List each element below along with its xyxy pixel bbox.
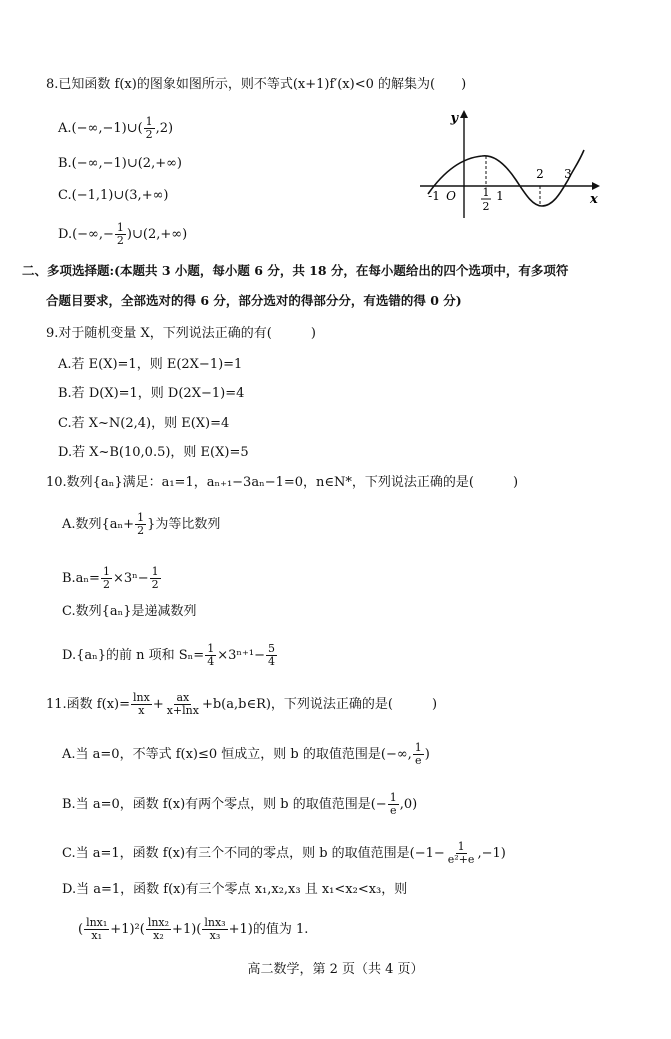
- q10-option-d: D.{aₙ}的前 n 项和 Sₙ= $\frac{1}{4}$ ×3ⁿ⁺¹− $\frac{5}{4}$: [62, 642, 275, 668]
- q8-option-b: B.(−∞,−1)∪(2,+∞): [58, 156, 183, 171]
- q10-option-b: B.aₙ= $\frac{1}{2}$ ×3ⁿ− $\frac{1}{2}$: [62, 565, 159, 591]
- q11-stem: 11.函数 f(x)= $\frac{\ln x}{x}$ + $\frac{ax}{x+\ln x}$ +b(a,b∈R)，下列说法正确的是( ): [46, 691, 438, 717]
- tick-half-num: 1: [482, 186, 490, 199]
- q9-option-b: B.若 D(X)=1，则 D(2X−1)=4: [58, 386, 245, 401]
- y-label: y: [450, 111, 458, 126]
- section2-header-line2: 合题目要求，全部选对的得 6 分，部分选对的得部分分，有选错的得 0 分): [46, 293, 462, 308]
- tick-neg1: -1: [428, 189, 440, 203]
- section2-header-line1: 二、多项选择题:(本题共 3 小题，每小题 6 分，共 18 分，在每小题给出的四个选项中，有多项符: [22, 263, 569, 278]
- function-graph: [420, 108, 605, 220]
- tick-half-den: 2: [482, 200, 490, 213]
- q9-option-a: A.若 E(X)=1，则 E(2X−1)=1: [58, 357, 243, 372]
- q11-option-a: A.当 a=0，不等式 f(x)≤0 恒成立，则 b 的取值范围是(−∞, $\frac{1}{e}$ ): [62, 741, 430, 767]
- q9-option-d: D.若 X~B(10,0.5)，则 E(X)=5: [58, 445, 249, 460]
- tick-2: 2: [536, 167, 544, 181]
- q9-option-c: C.若 X~N(2,4)，则 E(X)=4: [58, 416, 230, 431]
- q10-stem: 10.数列{aₙ}满足：a₁=1，aₙ₊₁−3aₙ−1=0，n∈N*，下列说法正确的是( ): [46, 475, 519, 490]
- y-axis-arrow: [460, 110, 468, 118]
- tick-1: 1: [496, 189, 504, 203]
- q11-option-c: C.当 a=1，函数 f(x)有三个不同的零点，则 b 的取值范围是(−1− $\frac{1}{\text{e²+e}}$ ,−1): [62, 840, 506, 866]
- origin-label: O: [446, 189, 456, 203]
- q10-option-c: C.数列{aₙ}是递减数列: [62, 604, 197, 619]
- q11-option-d-line2: ( $\frac{\text{lnx₁}}{\text{x₁}}$ +1)²( $\frac{\text{lnx₂}}{\text{x₂}}$ +1)( $\frac{\text{lnx₃}}{\text{x₃}}$ +1)的值为 1.: [78, 916, 309, 942]
- q9-stem: 9.对于随机变量 X，下列说法正确的有( ): [46, 326, 316, 341]
- page-footer: 高二数学，第 2 页（共 4 页）: [247, 962, 424, 977]
- q8-option-d: D.(−∞,− $\frac{1}{2}$ )∪(2,+∞): [58, 221, 188, 247]
- q10-option-a: A.数列{aₙ+ $\frac{1}{2}$ }为等比数列: [62, 511, 221, 537]
- q8-option-c: C.(−1,1)∪(3,+∞): [58, 188, 169, 203]
- x-axis-arrow: [592, 182, 600, 190]
- tick-3: 3: [564, 167, 572, 181]
- q11-option-b: B.当 a=0，函数 f(x)有两个零点，则 b 的取值范围是(− $\frac{1}{e}$ ,0): [62, 791, 418, 817]
- q8-stem: 8.已知函数 f(x)的图象如图所示，则不等式(x+1)f′(x)<0 的解集为( ): [46, 77, 467, 92]
- x-label: x: [590, 192, 598, 207]
- q8-option-a: A.(−∞,−1)∪( $\frac{1}{2}$ ,2): [58, 115, 174, 141]
- q11-option-d-line1: D.当 a=1，函数 f(x)有三个零点 x₁,x₂,x₃ 且 x₁<x₂<x₃，则: [62, 882, 408, 897]
